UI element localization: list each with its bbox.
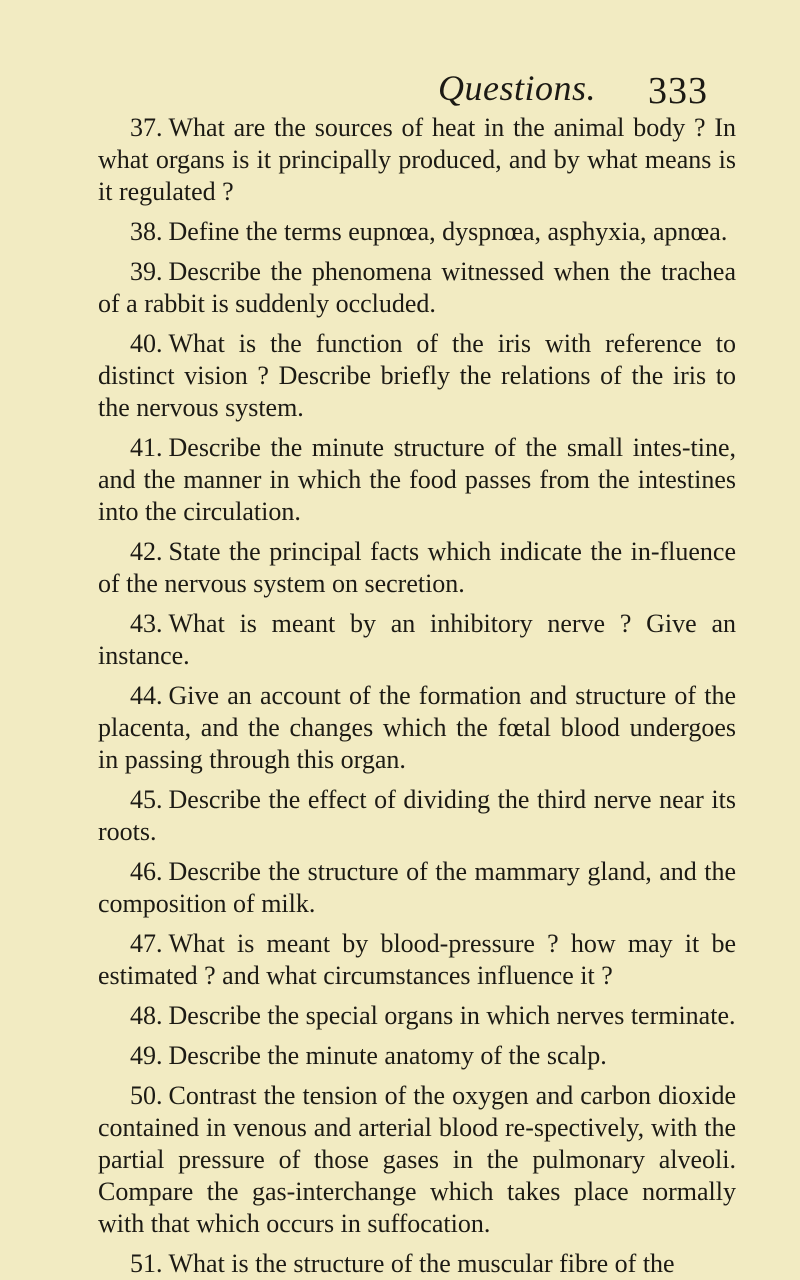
question-text: Describe the effect of dividing the third nerve near its roots. [98, 785, 736, 846]
question-50 [98, 1080, 736, 1240]
question-number: 44. [130, 681, 163, 710]
question-number: 50. [130, 1081, 163, 1110]
question-number: 37. [130, 113, 163, 142]
running-head [98, 0, 736, 112]
question-43 [98, 608, 736, 672]
question-number: 45. [130, 785, 163, 814]
question-text: Describe the minute anatomy of the scalp. [168, 1041, 607, 1070]
question-40 [98, 328, 736, 424]
question-text: State the principal facts which indicate the in-fluence of the nervous system on secretion. [98, 537, 736, 598]
question-number: 51. [130, 1249, 163, 1278]
question-text: Define the terms eupnœa, dyspnœa, asphyxia, apnœa. [168, 217, 728, 246]
question-text: Describe the phenomena witnessed when the trachea of a rabbit is suddenly occluded. [98, 257, 736, 318]
question-44 [98, 680, 736, 776]
page-title: Questions. [438, 68, 596, 108]
question-text: What is the function of the iris with reference to distinct vision ? Describe briefly the relations of the iris to the nervous system. [98, 329, 736, 422]
question-text: Describe the minute structure of the small intes-tine, and the manner in which the food passes from the intestines into the circulation. [98, 433, 736, 526]
question-text: Contrast the tension of the oxygen and carbon dioxide contained in venous and arterial blood re-spectively, with the partial pressure of those gases in the pulmonary alveoli. Compare the gas-interchange which takes place normally with that which occurs in suffocation. [98, 1081, 736, 1238]
question-38 [98, 216, 736, 248]
question-number: 40. [130, 329, 163, 358]
question-46 [98, 856, 736, 920]
question-41 [98, 432, 736, 528]
question-text: What are the sources of heat in the animal body ? In what organs is it principally produced, and by what means is it regulated ? [98, 113, 736, 206]
question-37 [98, 112, 736, 208]
question-number: 48. [130, 1001, 163, 1030]
question-text: Describe the special organs in which nerves terminate. [168, 1001, 736, 1030]
question-number: 49. [130, 1041, 163, 1070]
question-list [98, 112, 736, 1280]
question-number: 43. [130, 609, 163, 638]
question-text: Give an account of the formation and structure of the placenta, and the changes which the fœtal blood undergoes in passing through this organ. [98, 681, 736, 774]
question-number: 47. [130, 929, 163, 958]
page-number: 333 [648, 70, 708, 112]
question-number: 41. [130, 433, 163, 462]
question-45 [98, 784, 736, 848]
question-39 [98, 256, 736, 320]
question-42 [98, 536, 736, 600]
question-text: What is meant by blood-pressure ? how may it be estimated ? and what circumstances influence it ? [98, 929, 736, 990]
question-text: What is meant by an inhibitory nerve ? Give an instance. [98, 609, 736, 670]
question-number: 46. [130, 857, 163, 886]
question-51 [98, 1248, 736, 1280]
question-number: 42. [130, 537, 163, 566]
question-number: 38. [130, 217, 163, 246]
question-text: Describe the structure of the mammary gland, and the composition of milk. [98, 857, 736, 918]
question-49 [98, 1040, 736, 1072]
question-number: 39. [130, 257, 163, 286]
question-47 [98, 928, 736, 992]
question-48 [98, 1000, 736, 1032]
question-text: What is the structure of the muscular fibre of the [168, 1249, 675, 1278]
